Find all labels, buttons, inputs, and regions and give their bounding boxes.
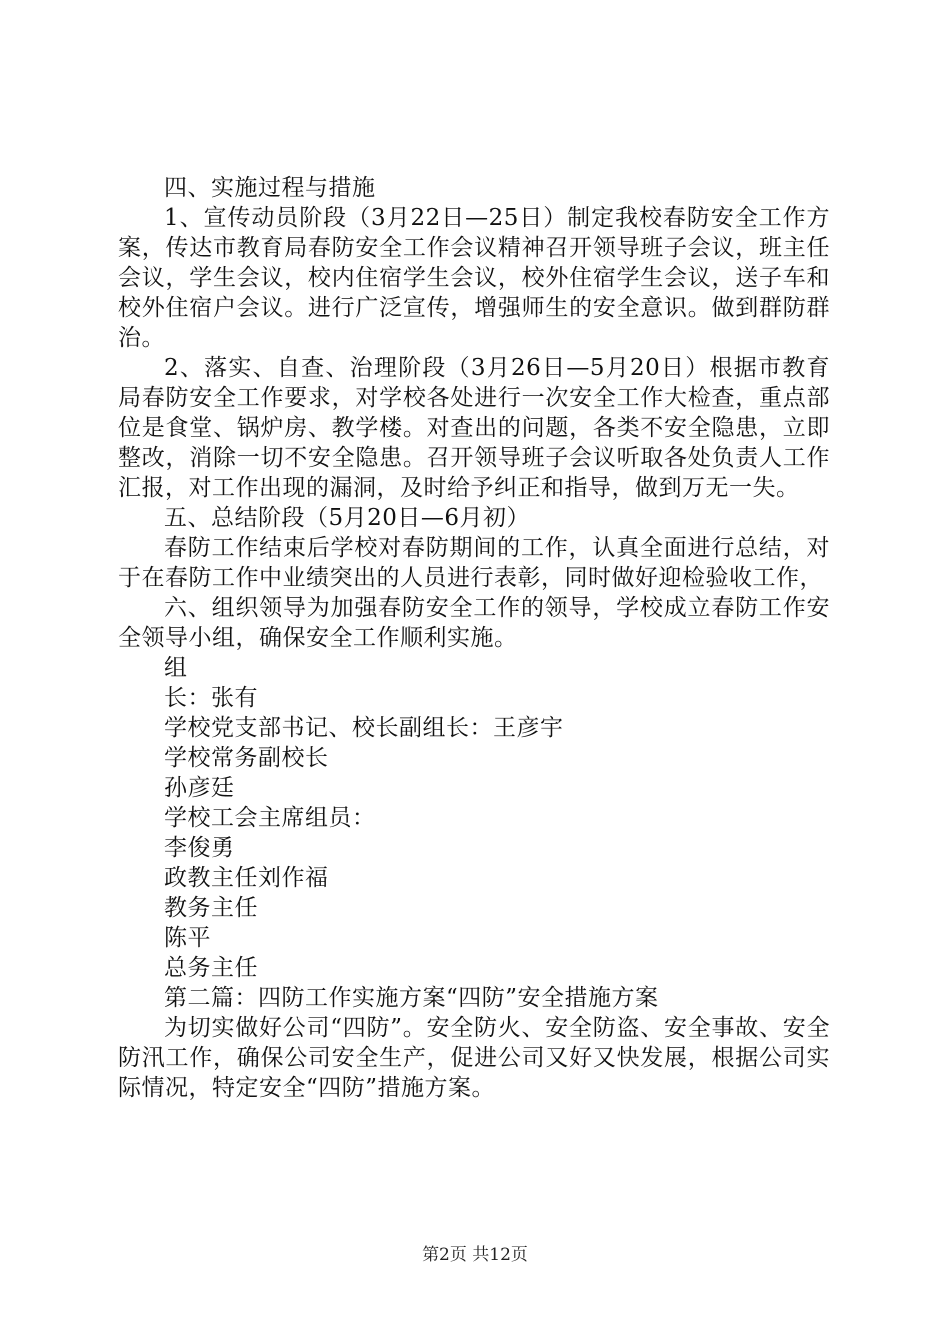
line-group: 组 — [164, 655, 188, 681]
paragraph-four-prevention: 为切实做好公司“四防”。安全防火、安全防盗、安全事故、安全防汛工作，确保公司安全生产，促进公司又好又快发展，根据公司实际情况，特定安全“四防”措施方案。 — [118, 1015, 830, 1101]
section-heading-part-two: 第二篇：四防工作实施方案“四防”安全措施方案 — [164, 985, 659, 1011]
page-number-footer: 第2页 共12页 — [422, 1245, 528, 1265]
document-body — [118, 173, 830, 1103]
line-union-chair: 学校工会主席组员： — [164, 805, 376, 831]
paragraph-publicity-stage: 1、宣传动员阶段（3月22日—25日）制定我校春防安全工作方案，传达市教育局春防安全工作会议精神召开领导班子会议，班主任会议，学生会议，校内住宿学生会议，校外住宿学生会议，送子车和校外住宿户会议。进行广泛宣传，增强师生的安全意识。做到群防群治。 — [118, 205, 830, 351]
line-sun-yanting: 孙彦廷 — [164, 775, 235, 801]
line-deputy-leader: 学校党支部书记、校长副组长：王彦宇 — [164, 715, 564, 741]
line-chen-ping: 陈平 — [164, 925, 211, 951]
line-li-junyong: 李俊勇 — [164, 835, 235, 861]
line-academic-director: 教务主任 — [164, 895, 258, 921]
line-leader: 长：张有 — [164, 685, 258, 711]
section-heading-implementation: 四、实施过程与措施 — [164, 175, 376, 201]
paragraph-organization: 六、组织领导为加强春防安全工作的领导，学校成立春防工作安全领导小组，确保安全工作顺利实施。 — [118, 595, 830, 651]
paragraph-summary: 春防工作结束后学校对春防期间的工作，认真全面进行总结，对于在春防工作中业绩突出的人员进行表彰，同时做好迎检验收工作， — [118, 535, 830, 591]
line-executive-vice-principal: 学校常务副校长 — [164, 745, 329, 771]
line-political-director: 政教主任刘作福 — [164, 865, 329, 891]
section-heading-summary: 五、总结阶段（5月20日—6月初） — [164, 505, 531, 531]
line-general-affairs-director: 总务主任 — [164, 955, 258, 981]
paragraph-inspection-stage: 2、落实、自查、治理阶段（3月26日—5月20日）根据市教育局春防安全工作要求，对学校各处进行一次安全工作大检查，重点部位是食堂、锅炉房、教学楼。对查出的问题，各类不安全隐患，立即整改，消除一切不安全隐患。召开领导班子会议听取各处负责人工作汇报，对工作出现的漏洞，及时给予纠正和指导，做到万无一失。 — [118, 355, 830, 501]
